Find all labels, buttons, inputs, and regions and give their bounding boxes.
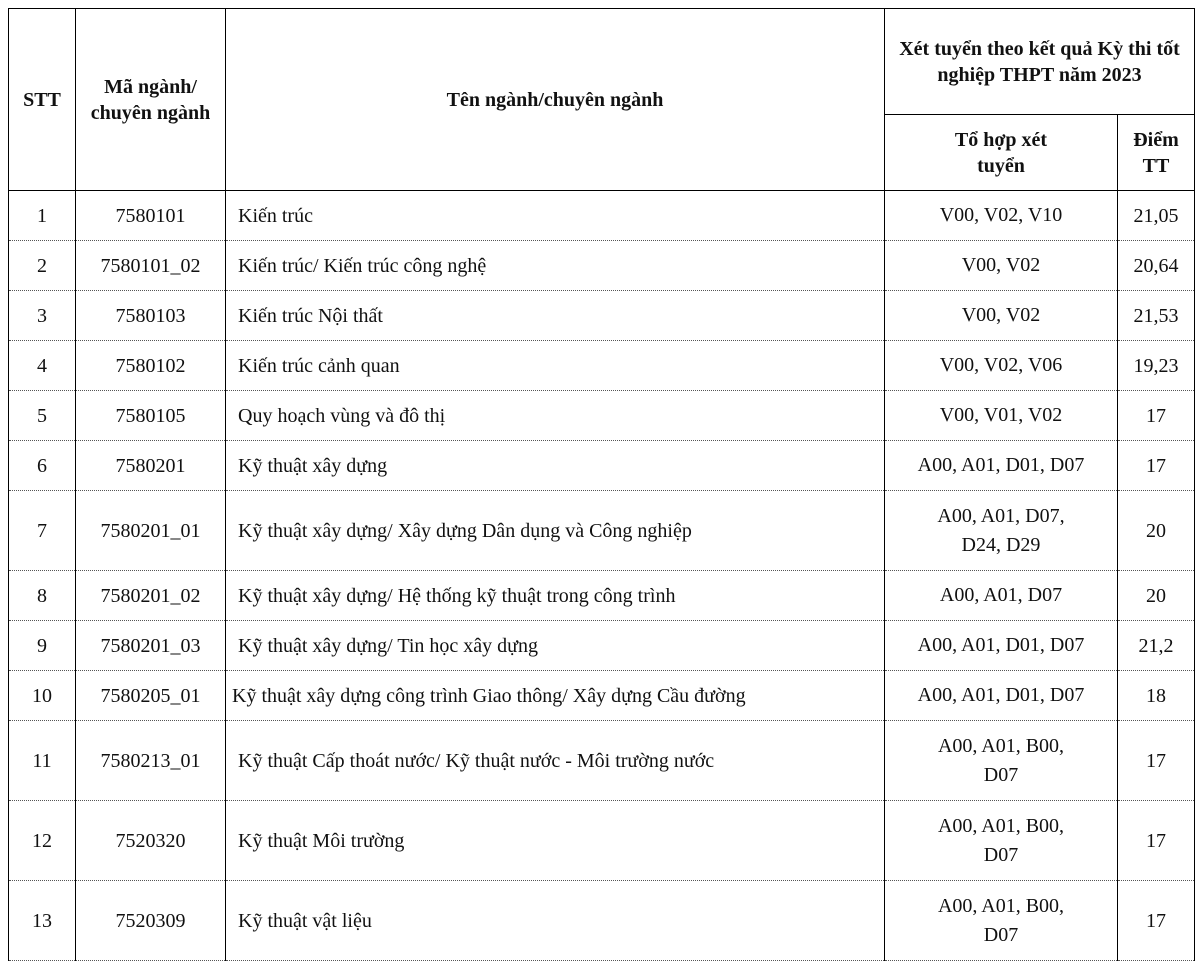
header-combination-text: Tổ hợp xét tuyển	[954, 128, 1048, 177]
header-score-text: Điểm TT	[1133, 128, 1179, 177]
header-exam-group-text: Xét tuyển theo kết quả Kỳ thi tốt nghiệp THPT năm 2023	[899, 37, 1180, 86]
row-combination-text: A00, A01, D07, D24, D29	[937, 504, 1065, 556]
row-score: 21,2	[1118, 621, 1195, 671]
row-name: Kỹ thuật xây dựng công trình Giao thông/ Xây dựng Cầu đường	[226, 671, 885, 721]
row-combination-text: A00, A01, B00, D07	[937, 894, 1065, 946]
row-code: 7580102	[76, 341, 226, 391]
row-combination: V00, V02, V06	[885, 341, 1118, 391]
admission-score-table-wrapper	[8, 8, 1195, 961]
table-row	[9, 491, 1195, 571]
row-stt: 2	[9, 241, 76, 291]
row-code: 7580201_03	[76, 621, 226, 671]
row-score: 17	[1118, 721, 1195, 801]
row-code: 7580103	[76, 291, 226, 341]
row-score: 20	[1118, 491, 1195, 571]
row-name: Kiến trúc	[226, 191, 885, 241]
table-row	[9, 881, 1195, 961]
table-row	[9, 241, 1195, 291]
row-name: Kỹ thuật vật liệu	[226, 881, 885, 961]
row-code: 7580101_02	[76, 241, 226, 291]
row-score: 21,53	[1118, 291, 1195, 341]
row-score: 17	[1118, 391, 1195, 441]
row-name: Kiến trúc Nội thất	[226, 291, 885, 341]
row-stt: 4	[9, 341, 76, 391]
table-body	[9, 191, 1195, 961]
row-name: Kiến trúc/ Kiến trúc công nghệ	[226, 241, 885, 291]
row-stt: 1	[9, 191, 76, 241]
header-stt: STT	[9, 9, 76, 191]
row-combination	[885, 721, 1118, 801]
table-row	[9, 391, 1195, 441]
admission-score-table	[8, 8, 1195, 961]
row-code: 7520309	[76, 881, 226, 961]
row-stt: 8	[9, 571, 76, 621]
table-header	[9, 9, 1195, 191]
table-row	[9, 721, 1195, 801]
row-code: 7580205_01	[76, 671, 226, 721]
row-score: 17	[1118, 801, 1195, 881]
table-row	[9, 341, 1195, 391]
row-combination: A00, A01, D01, D07	[885, 441, 1118, 491]
header-combination	[885, 115, 1118, 191]
table-row	[9, 571, 1195, 621]
row-name: Kỹ thuật Môi trường	[226, 801, 885, 881]
row-name: Quy hoạch vùng và đô thị	[226, 391, 885, 441]
row-name: Kỹ thuật xây dựng	[226, 441, 885, 491]
row-combination	[885, 881, 1118, 961]
row-code: 7580213_01	[76, 721, 226, 801]
row-stt: 13	[9, 881, 76, 961]
row-combination	[885, 491, 1118, 571]
row-code: 7520320	[76, 801, 226, 881]
row-score: 19,23	[1118, 341, 1195, 391]
row-stt: 7	[9, 491, 76, 571]
header-major-name: Tên ngành/chuyên ngành	[226, 9, 885, 191]
header-score	[1118, 115, 1195, 191]
table-row	[9, 191, 1195, 241]
row-combination: A00, A01, D01, D07	[885, 621, 1118, 671]
row-code: 7580101	[76, 191, 226, 241]
row-name: Kiến trúc cảnh quan	[226, 341, 885, 391]
row-score: 18	[1118, 671, 1195, 721]
table-row	[9, 801, 1195, 881]
row-stt: 10	[9, 671, 76, 721]
row-name: Kỹ thuật xây dựng/ Tin học xây dựng	[226, 621, 885, 671]
row-code: 7580105	[76, 391, 226, 441]
row-combination: V00, V01, V02	[885, 391, 1118, 441]
row-combination: V00, V02	[885, 291, 1118, 341]
row-combination: V00, V02, V10	[885, 191, 1118, 241]
table-row	[9, 621, 1195, 671]
row-name: Kỹ thuật Cấp thoát nước/ Kỹ thuật nước - Môi trường nước	[226, 721, 885, 801]
table-row	[9, 671, 1195, 721]
row-stt: 9	[9, 621, 76, 671]
table-row	[9, 291, 1195, 341]
row-score: 17	[1118, 881, 1195, 961]
header-exam-group	[885, 9, 1195, 115]
row-stt: 11	[9, 721, 76, 801]
row-name: Kỹ thuật xây dựng/ Xây dựng Dân dụng và Công nghiệp	[226, 491, 885, 571]
row-combination: A00, A01, D01, D07	[885, 671, 1118, 721]
row-code: 7580201_01	[76, 491, 226, 571]
row-combination: V00, V02	[885, 241, 1118, 291]
row-combination	[885, 801, 1118, 881]
row-stt: 3	[9, 291, 76, 341]
row-stt: 12	[9, 801, 76, 881]
header-major-code-text: Mã ngành/ chuyên ngành	[90, 75, 211, 124]
header-major-code	[76, 9, 226, 191]
row-score: 17	[1118, 441, 1195, 491]
row-score: 20,64	[1118, 241, 1195, 291]
row-code: 7580201	[76, 441, 226, 491]
row-combination-text: A00, A01, B00, D07	[937, 734, 1065, 786]
row-name: Kỹ thuật xây dựng/ Hệ thống kỹ thuật trong công trình	[226, 571, 885, 621]
row-score: 20	[1118, 571, 1195, 621]
row-score: 21,05	[1118, 191, 1195, 241]
row-combination-text: A00, A01, B00, D07	[937, 814, 1065, 866]
row-stt: 6	[9, 441, 76, 491]
table-row	[9, 441, 1195, 491]
row-combination: A00, A01, D07	[885, 571, 1118, 621]
row-stt: 5	[9, 391, 76, 441]
row-code: 7580201_02	[76, 571, 226, 621]
